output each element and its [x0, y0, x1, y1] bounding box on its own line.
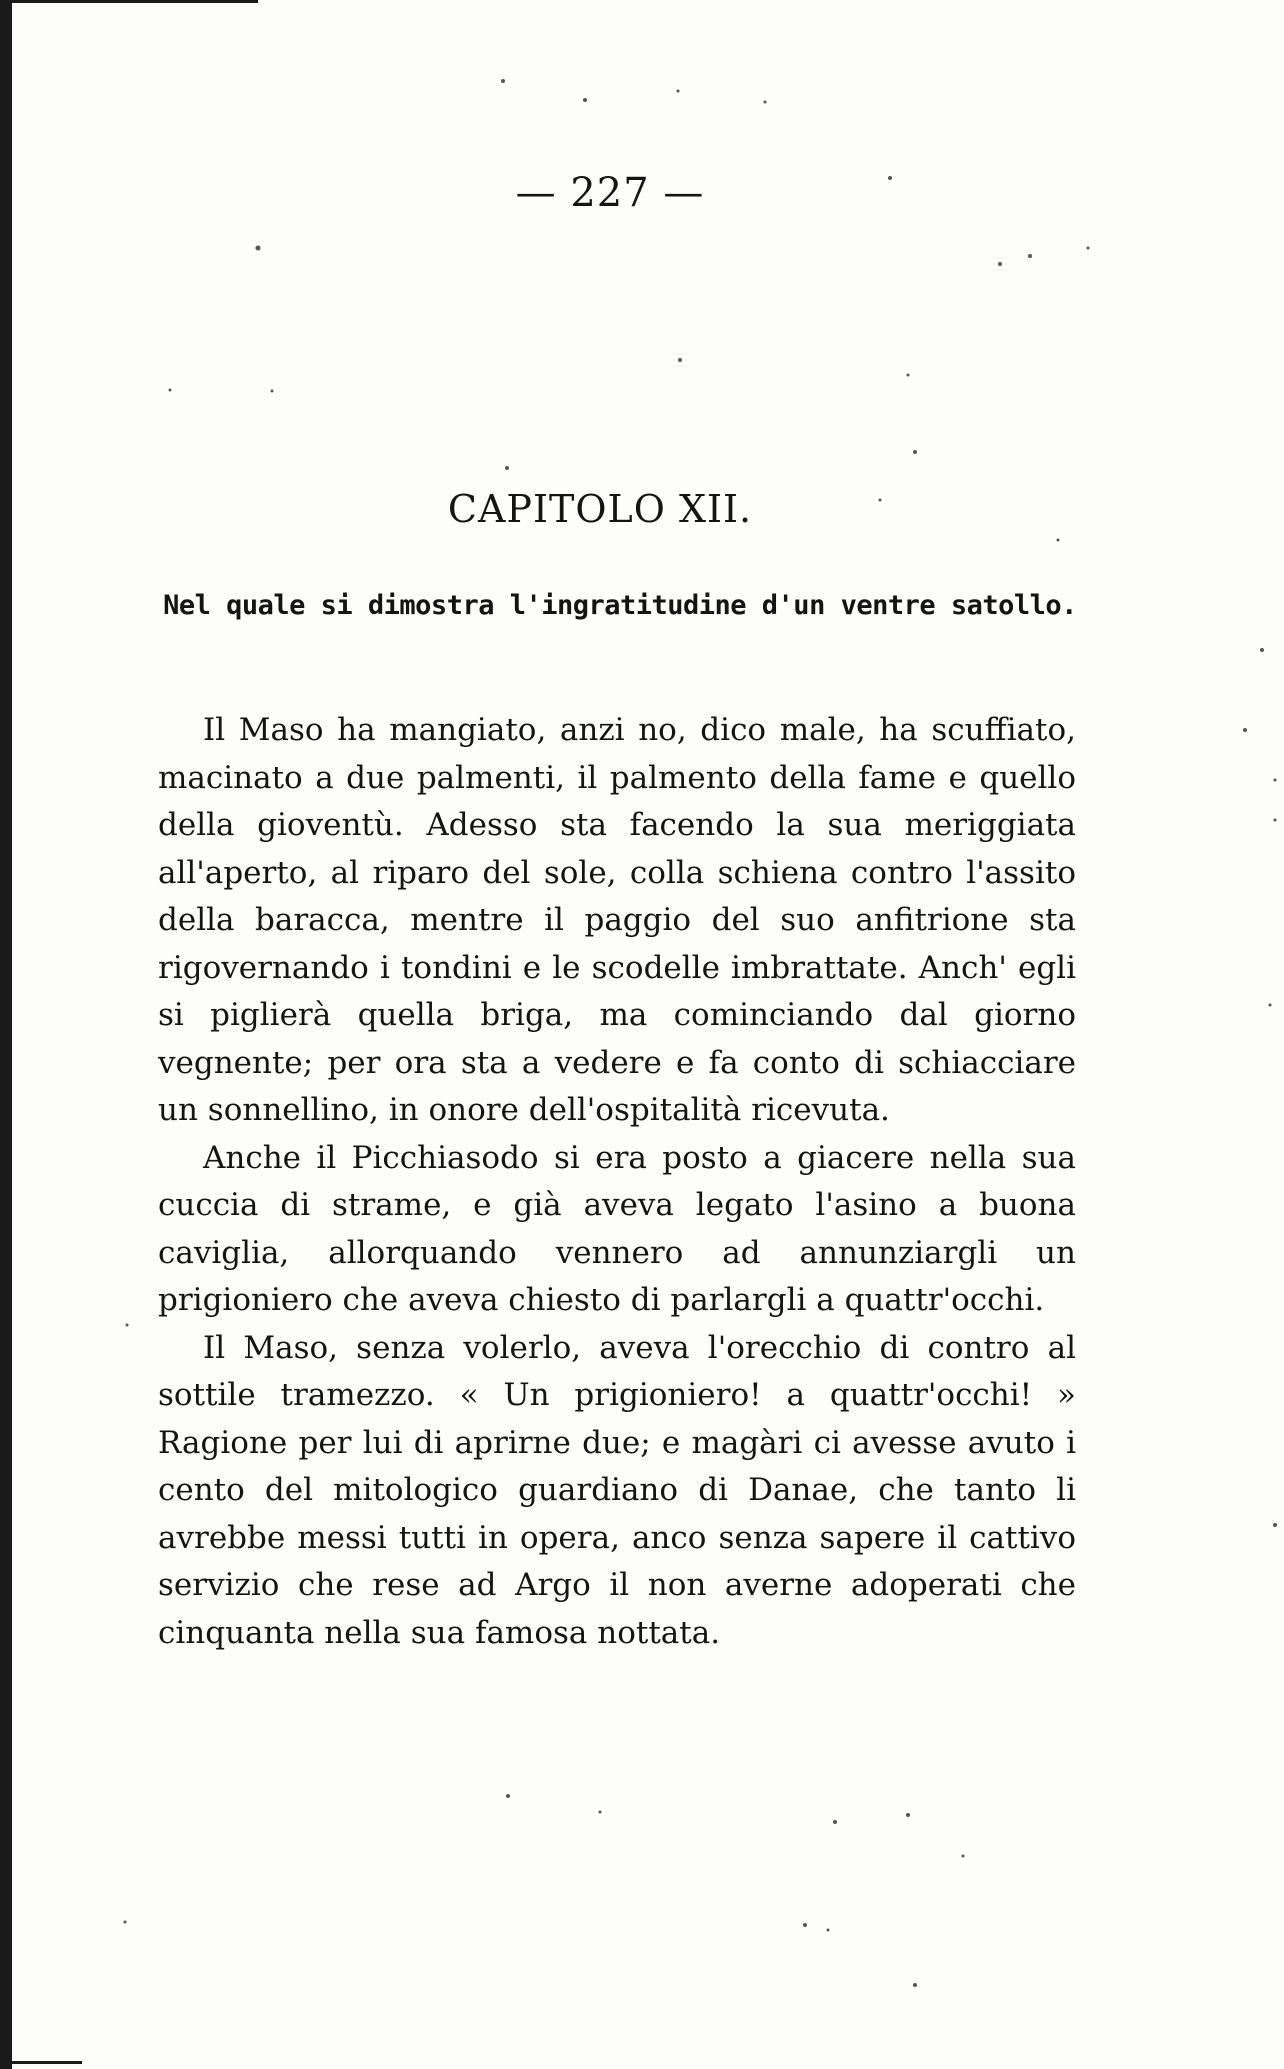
body-text [158, 707, 1076, 1657]
chapter-title: CAPITOLO XII. [447, 487, 753, 531]
paragraph: Il Maso, senza volerlo, aveva l'orecchio di contro al sottile tramezzo. « Un prigioniero! a quattr'occhi! » Ragione per lui di aprirne due; e magàri ci avesse avuto i cento del mitologico guardiano di Danae, che tanto li avrebbe messi tutti in opera, anco senza sapere il cattivo servizio che rese ad Argo il non averne adoperati che cinquanta nella sua famosa nottata. [158, 1329, 1076, 1651]
paragraph: Il Maso ha mangiato, anzi no, dico male, ha scuffiato, macinato a due palmenti, il palmento della fame e quello della gioventù. Adesso sta facendo la sua meriggiata all'aperto, al riparo del sole, colla schiena contro l'assito della baracca, mentre il paggio del suo anfitrione sta rigovernando i tondini e le scodelle imbrattate. Anch' egli si piglierà quella briga, ma cominciando dal giorno vegnente; per ora sta a vedere e fa conto di schiacciare un sonnellino, in onore dell'ospitalità ricevuta. [158, 712, 1076, 1128]
chapter-subtitle: Nel quale si dimostra l'ingratitudine d'un ventre satollo. [163, 590, 1077, 621]
page-number: — 227 — [515, 170, 705, 216]
paragraph: Anche il Picchiasodo si era posto a giacere nella sua cuccia di strame, e già aveva legato l'asino a buona caviglia, allorquando vennero ad annunziargli un prigioniero che aveva chiesto di parlargli a quattr'occhi. [158, 1139, 1076, 1318]
